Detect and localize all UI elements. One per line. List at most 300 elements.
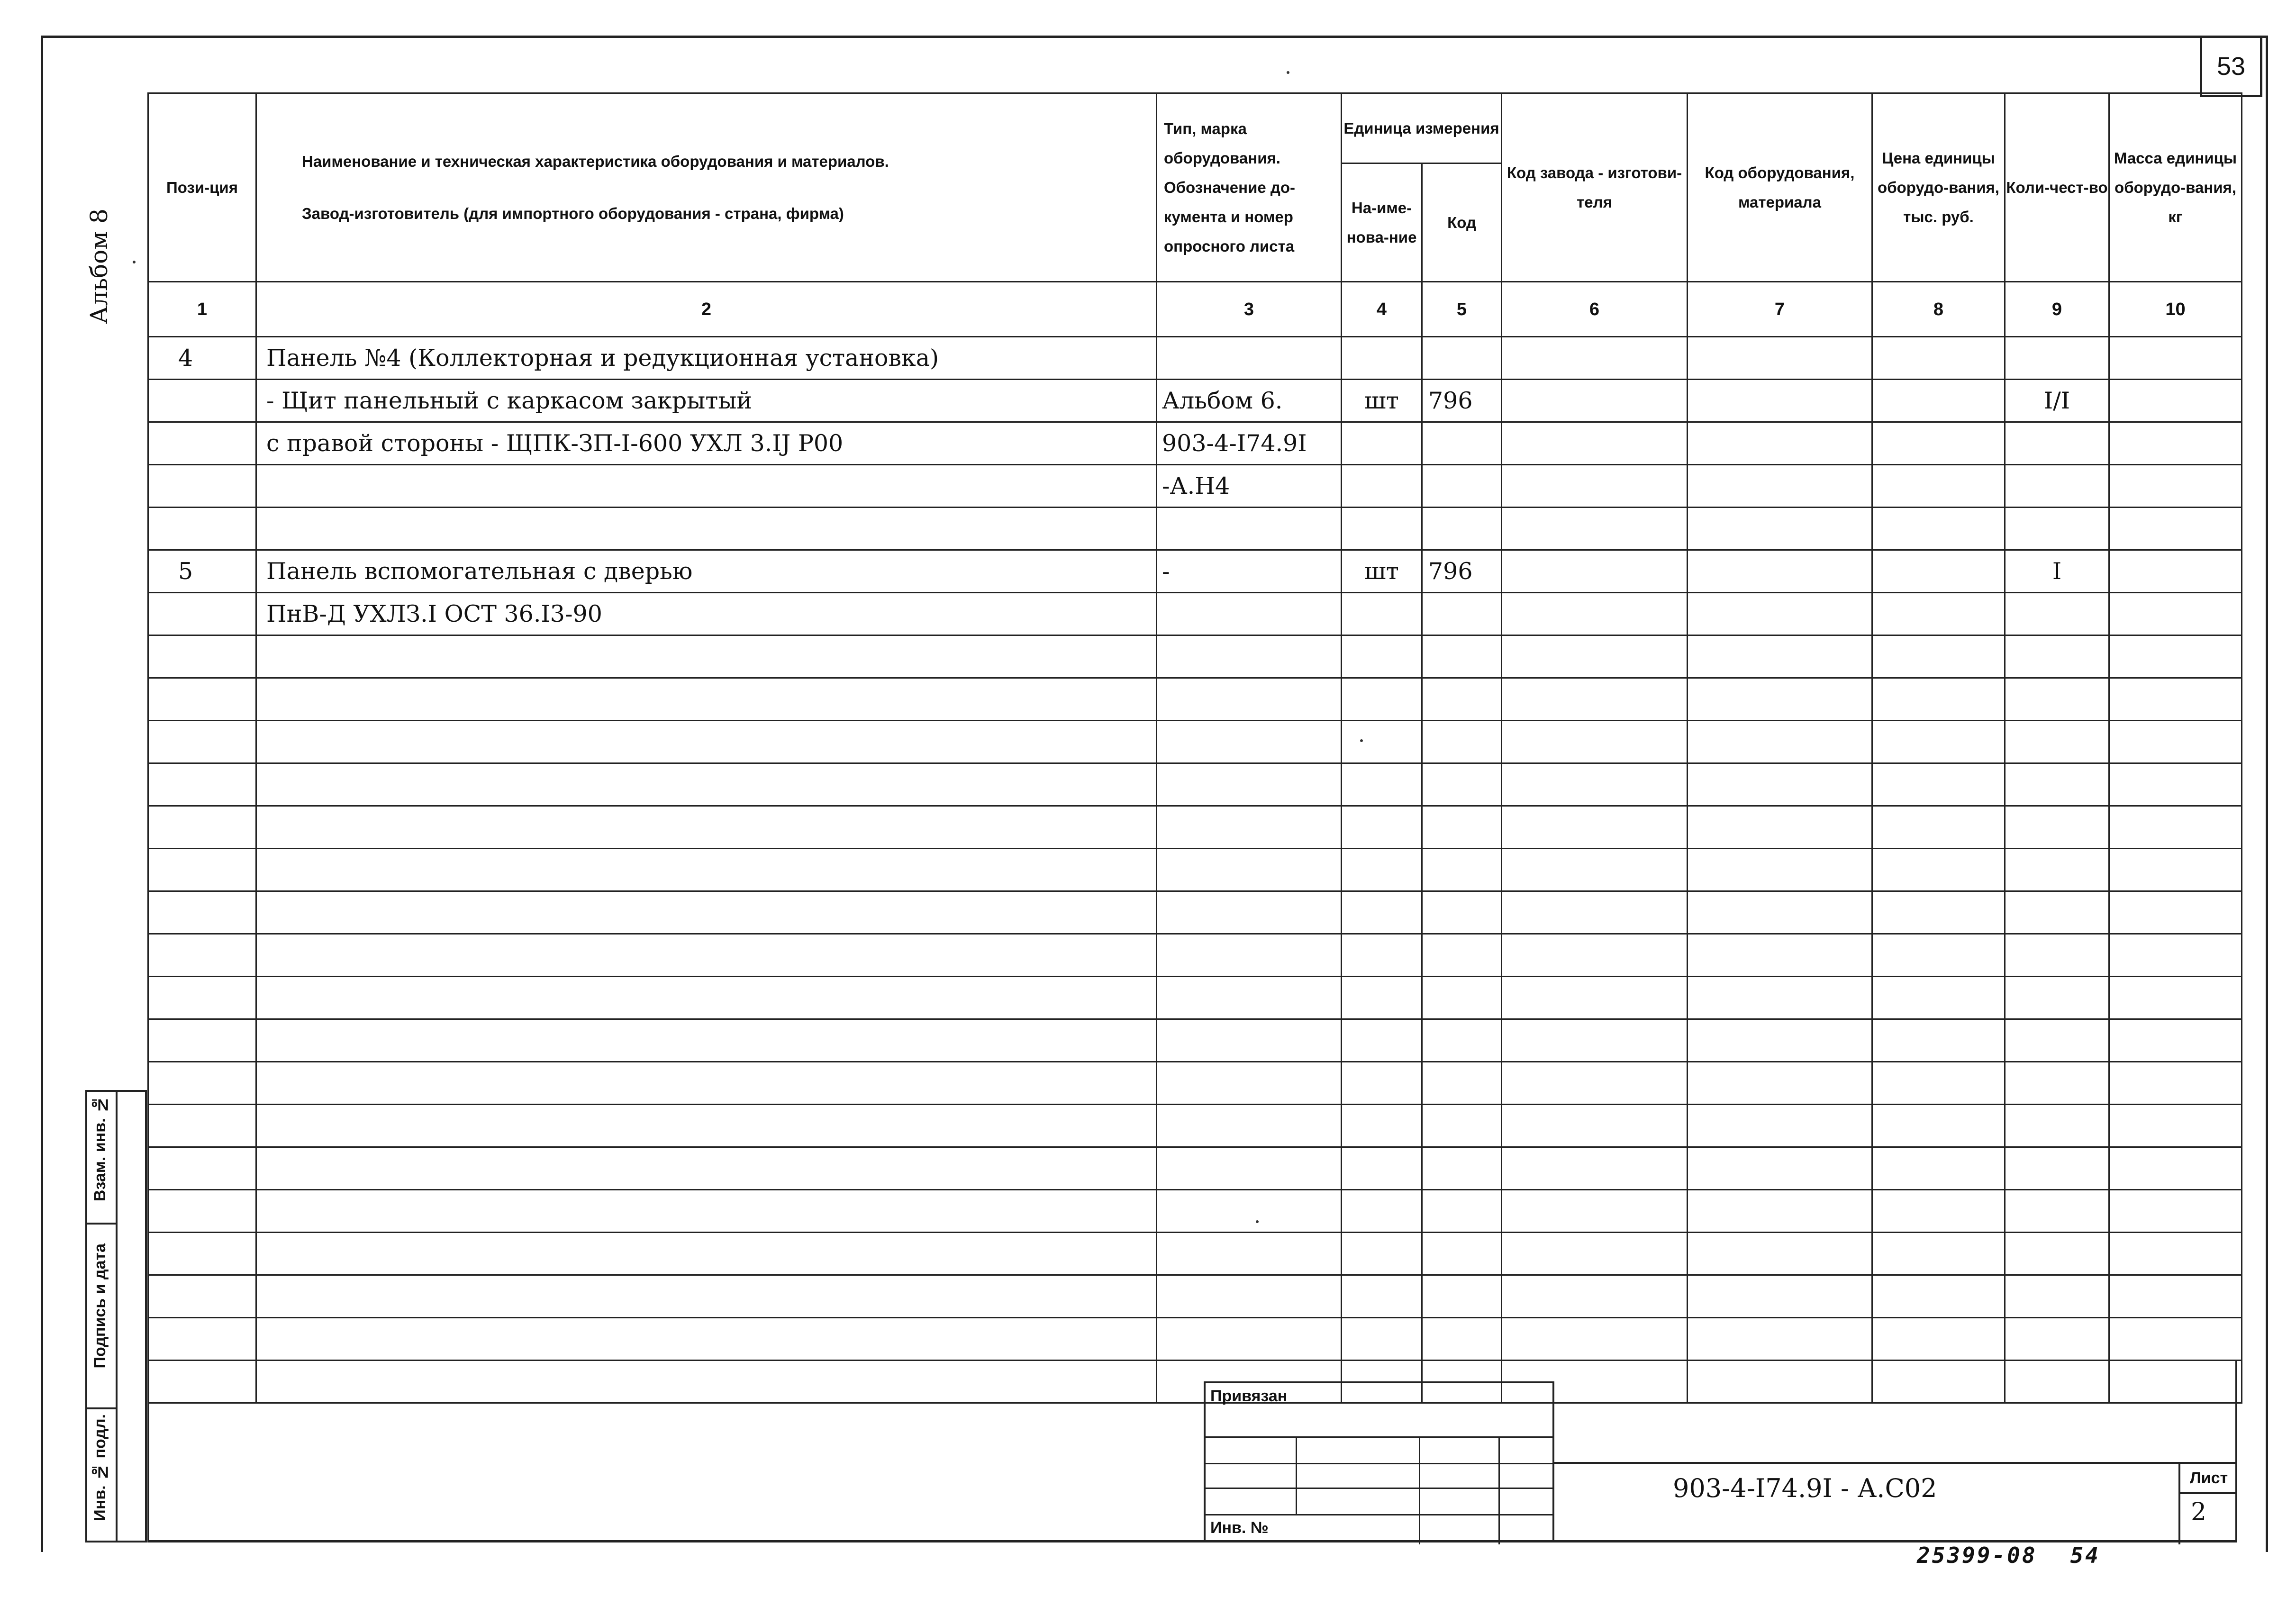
cell-empty (1502, 550, 1688, 593)
cell-qty (2005, 1105, 2109, 1147)
cell-empty (1688, 849, 1872, 891)
table-row (148, 678, 2242, 721)
header-factory-code: Код завода - изготови-теля (1502, 93, 1688, 282)
cell-name (256, 508, 1157, 550)
cell-qty (2005, 1318, 2109, 1361)
cell-empty (1502, 1318, 1688, 1361)
sheet-box (2178, 1464, 2237, 1544)
column-number: 4 (1342, 282, 1422, 337)
cell-code (1422, 635, 1502, 678)
cell-empty (1502, 1233, 1688, 1275)
cell-empty (1688, 806, 1872, 849)
cell-name (256, 1105, 1157, 1147)
cell-code (1422, 1275, 1502, 1318)
cell-pos (148, 678, 256, 721)
cell-code (1422, 593, 1502, 635)
cell-type (1157, 1019, 1342, 1062)
cell-empty (2109, 1233, 2242, 1275)
cell-empty (2109, 806, 2242, 849)
cell-pos (148, 1105, 256, 1147)
cell-unit (1342, 721, 1422, 763)
table-row (148, 849, 2242, 891)
table-row (148, 721, 2242, 763)
table-body (148, 337, 2242, 1403)
cell-name (256, 849, 1157, 891)
cell-name (256, 1062, 1157, 1105)
cell-empty (1502, 593, 1688, 635)
header-name (256, 93, 1157, 282)
cell-unit (1342, 1062, 1422, 1105)
cell-empty (1688, 891, 1872, 934)
cell-empty (1872, 635, 2005, 678)
cell-name (256, 934, 1157, 977)
cell-empty (1688, 593, 1872, 635)
cell-unit (1342, 1318, 1422, 1361)
cell-type: - (1157, 550, 1342, 593)
cell-type (1157, 508, 1342, 550)
table-row (148, 1062, 2242, 1105)
page-number: 53 (2200, 36, 2262, 97)
header-mass: Масса единицы оборудо-вания, кг (2109, 93, 2242, 282)
archive-page: 54 (2070, 1542, 2100, 1568)
table-row (148, 1019, 2242, 1062)
cell-empty (1688, 337, 1872, 380)
cell-empty (1872, 508, 2005, 550)
table-row (148, 380, 2242, 422)
cell-unit (1342, 337, 1422, 380)
cell-type (1157, 635, 1342, 678)
cell-pos: 4 (148, 337, 256, 380)
cell-empty (1872, 465, 2005, 508)
cell-type (1157, 934, 1342, 977)
cell-unit: шт (1342, 380, 1422, 422)
cell-code (1422, 465, 1502, 508)
cell-type (1157, 1318, 1342, 1361)
cell-empty (2109, 1275, 2242, 1318)
cell-empty (1872, 337, 2005, 380)
cell-type (1157, 337, 1342, 380)
header-quantity: Коли-чест-во (2005, 93, 2109, 282)
table-row (148, 593, 2242, 635)
stamp-divider (116, 1092, 118, 1541)
cell-type (1157, 1105, 1342, 1147)
cell-empty (2109, 763, 2242, 806)
cell-unit (1342, 635, 1422, 678)
cell-pos (148, 465, 256, 508)
cell-empty (2109, 1019, 2242, 1062)
cell-code (1422, 1190, 1502, 1233)
cell-name (256, 1019, 1157, 1062)
cell-empty (1502, 849, 1688, 891)
cell-empty (1502, 678, 1688, 721)
column-number: 9 (2005, 282, 2109, 337)
cell-unit: шт (1342, 550, 1422, 593)
cell-type: Альбом 6. (1157, 380, 1342, 422)
cell-unit (1342, 1233, 1422, 1275)
cell-qty (2005, 678, 2109, 721)
cell-empty (1502, 1019, 1688, 1062)
cell-type (1157, 1275, 1342, 1318)
cell-empty (1872, 934, 2005, 977)
cell-empty (1872, 977, 2005, 1019)
cell-unit (1342, 763, 1422, 806)
cell-empty (2109, 508, 2242, 550)
cell-name: с правой стороны - ЩПК-ЗП-I-600 УХЛ 3.IJ P00 (256, 422, 1157, 465)
cell-empty (1502, 1190, 1688, 1233)
cell-empty (1872, 721, 2005, 763)
cell-unit (1342, 849, 1422, 891)
cell-empty (1872, 1105, 2005, 1147)
cell-empty (1688, 977, 1872, 1019)
cell-empty (1502, 806, 1688, 849)
cell-type (1157, 977, 1342, 1019)
table-row (148, 1147, 2242, 1190)
cell-qty (2005, 721, 2109, 763)
cell-empty (1872, 1190, 2005, 1233)
cell-type (1157, 849, 1342, 891)
cell-empty (1872, 1147, 2005, 1190)
cell-pos (148, 763, 256, 806)
cell-empty (1502, 1275, 1688, 1318)
cell-code (1422, 977, 1502, 1019)
cell-empty (2109, 891, 2242, 934)
cell-code (1422, 1105, 1502, 1147)
cell-qty: I/I (2005, 380, 2109, 422)
column-number-row (148, 282, 2242, 337)
cell-empty (1502, 977, 1688, 1019)
table-row (148, 1105, 2242, 1147)
scan-speck (1256, 1220, 1259, 1223)
cell-empty (1688, 1062, 1872, 1105)
cell-empty (1872, 763, 2005, 806)
cell-pos (148, 891, 256, 934)
cell-unit (1342, 593, 1422, 635)
cell-pos (148, 422, 256, 465)
table-row (148, 977, 2242, 1019)
cell-empty (1688, 678, 1872, 721)
cell-pos (148, 1275, 256, 1318)
cell-empty (2109, 721, 2242, 763)
scan-speck (133, 261, 136, 263)
column-number: 2 (256, 282, 1157, 337)
cell-code (1422, 763, 1502, 806)
cell-empty (2109, 593, 2242, 635)
table-row (148, 806, 2242, 849)
table-row (148, 1233, 2242, 1275)
cell-empty (1502, 763, 1688, 806)
cell-empty (1502, 1062, 1688, 1105)
header-price: Цена единицы оборудо-вания, тыс. руб. (1872, 93, 2005, 282)
cell-qty (2005, 977, 2109, 1019)
stamp-inv-cell (87, 1409, 116, 1541)
cell-qty (2005, 806, 2109, 849)
cell-pos (148, 849, 256, 891)
cell-empty (1502, 508, 1688, 550)
cell-empty (1502, 380, 1688, 422)
cell-name (256, 763, 1157, 806)
cell-type (1157, 1233, 1342, 1275)
cell-pos (148, 635, 256, 678)
document-code: 903-4-I74.9I - А.С02 (1673, 1473, 1937, 1503)
cell-name (256, 1190, 1157, 1233)
cell-name (256, 1318, 1157, 1361)
cell-code (1422, 934, 1502, 977)
cell-code (1422, 849, 1502, 891)
cell-empty (2109, 380, 2242, 422)
cell-code (1422, 891, 1502, 934)
cell-unit (1342, 934, 1422, 977)
cell-empty (1872, 1318, 2005, 1361)
cell-unit (1342, 1275, 1422, 1318)
table-row (148, 1190, 2242, 1233)
approval-stamp (1204, 1381, 1554, 1542)
cell-empty (1502, 891, 1688, 934)
cell-name (256, 977, 1157, 1019)
cell-name: Панель вспомогательная с дверью (256, 550, 1157, 593)
cell-type (1157, 891, 1342, 934)
cell-empty (2109, 337, 2242, 380)
column-number: 10 (2109, 282, 2242, 337)
cell-qty: I (2005, 550, 2109, 593)
sheet-label: Лист (2180, 1464, 2237, 1494)
cell-pos (148, 508, 256, 550)
cell-name (256, 1233, 1157, 1275)
sheet-number: 2 (2191, 1498, 2207, 1526)
cell-empty (1688, 635, 1872, 678)
stamp-podpis-label: Подпись и дата (91, 1243, 109, 1369)
cell-code: 796 (1422, 550, 1502, 593)
cell-name (256, 1275, 1157, 1318)
table-row (148, 465, 2242, 508)
cell-empty (1688, 934, 1872, 977)
cell-pos (148, 1233, 256, 1275)
cell-qty (2005, 891, 2109, 934)
table-row (148, 891, 2242, 934)
specification-table (147, 92, 2242, 1404)
cell-qty (2005, 465, 2109, 508)
cell-qty (2005, 934, 2109, 977)
cell-type (1157, 593, 1342, 635)
approval-grid (1206, 1436, 1552, 1544)
cell-pos (148, 934, 256, 977)
cell-empty (1502, 422, 1688, 465)
cell-code (1422, 806, 1502, 849)
stamp-vzam-cell (87, 1092, 116, 1225)
cell-unit (1342, 678, 1422, 721)
cell-type (1157, 721, 1342, 763)
cell-code (1422, 508, 1502, 550)
cell-empty (1688, 380, 1872, 422)
header-name-line1: Наименование и техническая характеристика оборудования и материалов. (302, 152, 889, 170)
cell-unit (1342, 806, 1422, 849)
table-row (148, 550, 2242, 593)
cell-qty (2005, 1019, 2109, 1062)
cell-pos (148, 721, 256, 763)
cell-name (256, 635, 1157, 678)
cell-type: -А.Н4 (1157, 465, 1342, 508)
column-number: 1 (148, 282, 256, 337)
cell-empty (1502, 1105, 1688, 1147)
cell-qty (2005, 1275, 2109, 1318)
cell-empty (1688, 763, 1872, 806)
cell-empty (1688, 1147, 1872, 1190)
cell-type (1157, 678, 1342, 721)
cell-empty (1502, 1147, 1688, 1190)
cell-qty (2005, 1190, 2109, 1233)
cell-name: Панель №4 (Коллекторная и редукционная установка) (256, 337, 1157, 380)
cell-empty (1872, 550, 2005, 593)
cell-pos (148, 977, 256, 1019)
cell-code (1422, 422, 1502, 465)
cell-pos (148, 380, 256, 422)
cell-pos (148, 593, 256, 635)
cell-unit (1342, 1019, 1422, 1062)
cell-empty (1872, 891, 2005, 934)
cell-empty (2109, 1147, 2242, 1190)
header-unit-group: Единица измерения (1342, 93, 1502, 163)
cell-empty (1872, 1062, 2005, 1105)
cell-name (256, 678, 1157, 721)
cell-empty (1688, 465, 1872, 508)
cell-empty (2109, 977, 2242, 1019)
cell-empty (2109, 934, 2242, 977)
cell-qty (2005, 593, 2109, 635)
column-number: 5 (1422, 282, 1502, 337)
cell-empty (1872, 849, 2005, 891)
cell-empty (1872, 422, 2005, 465)
cell-type (1157, 763, 1342, 806)
stamp-podpis-cell (87, 1225, 116, 1409)
cell-pos (148, 1318, 256, 1361)
cell-name: ПнВ-Д УХЛЗ.I ОСТ 36.I3-90 (256, 593, 1157, 635)
table-row (148, 422, 2242, 465)
column-number: 8 (1872, 282, 2005, 337)
cell-code (1422, 1019, 1502, 1062)
inv-no-label: Инв. № (1210, 1519, 1269, 1537)
cell-code (1422, 1318, 1502, 1361)
cell-empty (1872, 380, 2005, 422)
cell-name (256, 806, 1157, 849)
cell-qty (2005, 422, 2109, 465)
cell-empty (2109, 1190, 2242, 1233)
cell-empty (1688, 1190, 1872, 1233)
document-code-block (1554, 1462, 2237, 1544)
cell-code (1422, 721, 1502, 763)
cell-qty (2005, 1233, 2109, 1275)
cell-empty (1688, 550, 1872, 593)
cell-empty (1502, 337, 1688, 380)
table-row (148, 934, 2242, 977)
cell-empty (1688, 1019, 1872, 1062)
table-row (148, 635, 2242, 678)
cell-empty (2109, 422, 2242, 465)
cell-name (256, 891, 1157, 934)
header-name-line2: Завод-изготовитель (для импортного оборудования - страна, фирма) (302, 204, 844, 222)
cell-name (256, 721, 1157, 763)
table-row (148, 508, 2242, 550)
cell-code (1422, 1233, 1502, 1275)
stamp-inv-label: Инв. № подл. (91, 1414, 109, 1521)
cell-empty (2109, 1318, 2242, 1361)
table-row (148, 763, 2242, 806)
cell-empty (1502, 465, 1688, 508)
cell-qty (2005, 1062, 2109, 1105)
cell-empty (1688, 422, 1872, 465)
side-stamp (85, 1090, 147, 1542)
cell-qty (2005, 508, 2109, 550)
cell-empty (2109, 465, 2242, 508)
cell-empty (2109, 635, 2242, 678)
scan-speck (1360, 739, 1363, 742)
cell-empty (1872, 593, 2005, 635)
cell-empty (1872, 1019, 2005, 1062)
cell-empty (2109, 678, 2242, 721)
cell-name: - Щит панельный с каркасом закрытый (256, 380, 1157, 422)
cell-empty (1502, 934, 1688, 977)
cell-empty (1502, 721, 1688, 763)
cell-unit (1342, 1190, 1422, 1233)
cell-qty (2005, 763, 2109, 806)
cell-qty (2005, 849, 2109, 891)
cell-unit (1342, 1105, 1422, 1147)
cell-pos (148, 1019, 256, 1062)
cell-unit (1342, 465, 1422, 508)
cell-qty (2005, 1147, 2109, 1190)
column-number: 7 (1688, 282, 1872, 337)
cell-name (256, 1147, 1157, 1190)
cell-empty (2109, 1062, 2242, 1105)
table-row (148, 1318, 2242, 1361)
header-unit-name: На-име-нова-ние (1342, 163, 1422, 282)
cell-empty (1688, 1105, 1872, 1147)
cell-type (1157, 1062, 1342, 1105)
column-number: 6 (1502, 282, 1688, 337)
privyazan-label: Привязан (1210, 1387, 1288, 1405)
cell-empty (1872, 678, 2005, 721)
cell-unit (1342, 891, 1422, 934)
cell-code: 796 (1422, 380, 1502, 422)
cell-qty (2005, 337, 2109, 380)
header-position: Пози-ция (148, 93, 256, 282)
cell-empty (1872, 806, 2005, 849)
album-label: Альбом 8 (85, 209, 113, 324)
cell-empty (1688, 721, 1872, 763)
cell-pos (148, 1062, 256, 1105)
cell-empty (2109, 849, 2242, 891)
cell-name (256, 465, 1157, 508)
cell-empty (1872, 1275, 2005, 1318)
cell-unit (1342, 422, 1422, 465)
cell-code (1422, 678, 1502, 721)
cell-empty (1688, 1318, 1872, 1361)
cell-type: 903-4-I74.9I (1157, 422, 1342, 465)
cell-empty (1688, 508, 1872, 550)
archive-stamp (1917, 1542, 2133, 1568)
cell-empty (2109, 550, 2242, 593)
cell-code (1422, 1147, 1502, 1190)
header-equipment-code: Код оборудования, материала (1688, 93, 1872, 282)
cell-type (1157, 806, 1342, 849)
table-row (148, 337, 2242, 380)
cell-code (1422, 1062, 1502, 1105)
cell-unit (1342, 508, 1422, 550)
cell-empty (1872, 1233, 2005, 1275)
scan-speck (1287, 71, 1289, 74)
archive-number: 25399-08 (1917, 1542, 2037, 1568)
header-type: Тип, марка оборудования. Обозначение до-кумента и номер опросного листа (1157, 93, 1342, 282)
table-row (148, 1275, 2242, 1318)
cell-empty (1688, 1233, 1872, 1275)
